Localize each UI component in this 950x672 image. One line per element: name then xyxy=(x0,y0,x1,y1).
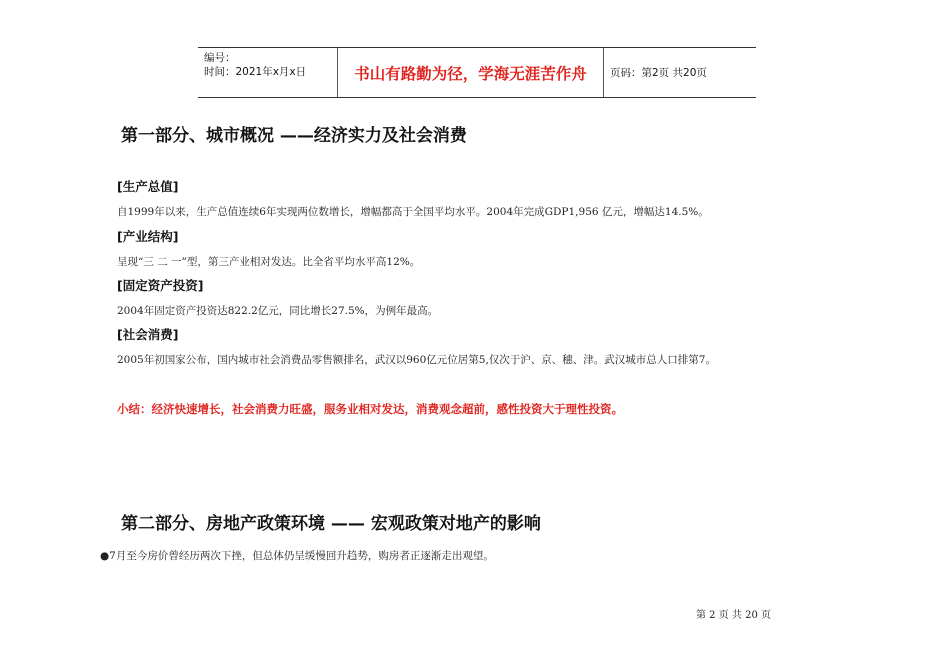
page-header xyxy=(198,47,756,98)
gdp-text: 自1999年以来，生产总值连续6年实现两位数增长，增幅都高于全国平均水平。2004年完成GDP1,956 亿元，增幅达14.5%。 xyxy=(117,206,709,218)
part1-title: 第一部分、城市概况 ——经济实力及社会消费 xyxy=(121,126,467,146)
consumption-text: 2005年初国家公布，国内城市社会消费品零售额排名，武汉以960亿元位居第5,仅次于沪、京、穗、津。武汉城市总人口排第7。 xyxy=(117,354,716,366)
part2-title: 第二部分、房地产政策环境 —— 宏观政策对地产的影响 xyxy=(121,514,541,534)
part2-bullet: ●7月至今房价曾经历两次下挫，但总体仍呈缓慢回升趋势，购房者正逐渐走出观望。 xyxy=(100,550,494,562)
structure-text: 呈现“三 二 一”型，第三产业相对发达。比全省平均水平高12%。 xyxy=(117,256,421,268)
investment-text: 2004年固定资产投资达822.2亿元，同比增长27.5%，为例年最高。 xyxy=(117,305,439,317)
time-label: 时间：2021年x月x日 xyxy=(204,66,307,78)
page-footer: 第 2 页 共 20 页 xyxy=(696,610,771,621)
summary-text: 小结：经济快速增长，社会消费力旺盛，服务业相对发达，消费观念超前，感性投资大于理性投资。 xyxy=(117,402,623,416)
header-page-label: 页码：第2页 共20页 xyxy=(610,67,707,79)
structure-heading: [产业结构] xyxy=(117,229,179,244)
gdp-heading: [生产总值] xyxy=(117,179,179,194)
header-left-cell xyxy=(198,48,338,97)
serial-label: 编号： xyxy=(204,52,236,64)
consumption-heading: [社会消费] xyxy=(117,327,179,342)
header-motto: 书山有路勤为径，学海无涯苦作舟 xyxy=(338,48,604,97)
investment-heading: [固定资产投资] xyxy=(117,278,204,293)
